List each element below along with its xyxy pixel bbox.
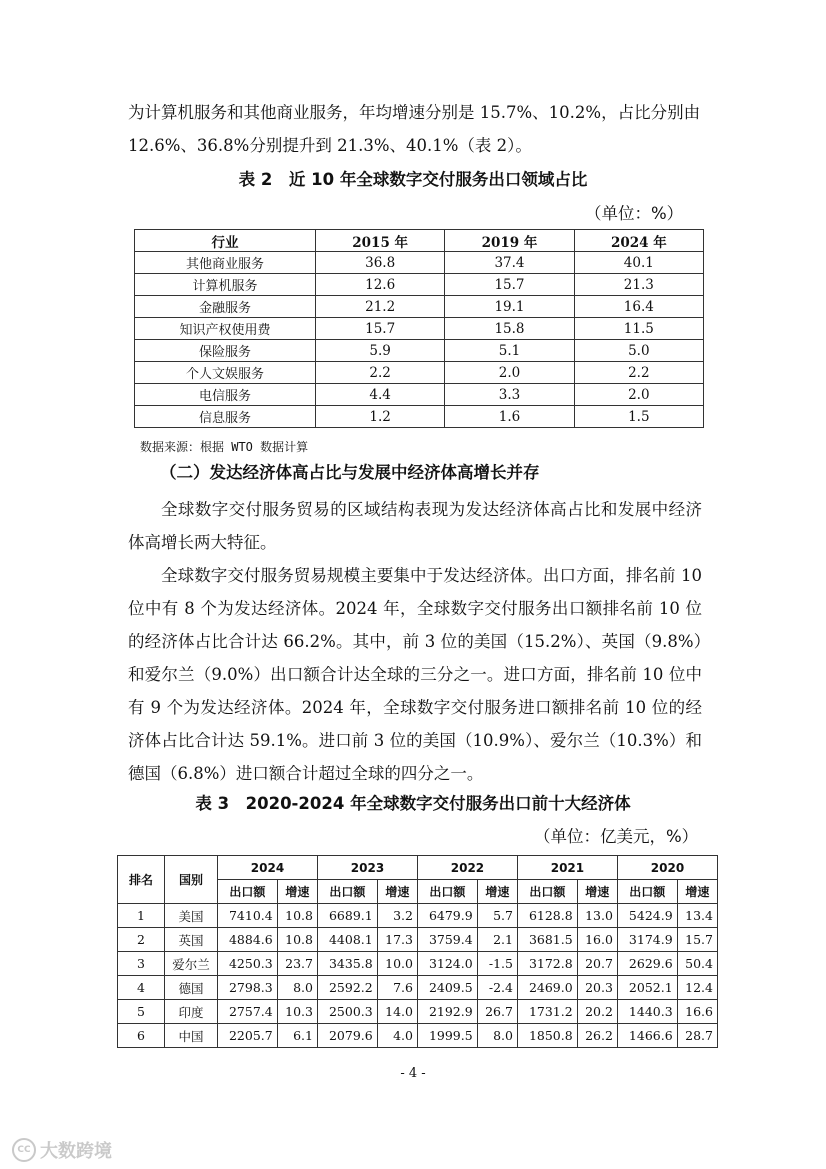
table-row xyxy=(118,1024,718,1048)
table-cell: 21.2 xyxy=(316,296,445,318)
table-cell: 1999.5 xyxy=(417,1024,477,1048)
table-cell: 3681.5 xyxy=(517,928,577,952)
table-cell: 信息服务 xyxy=(135,406,316,428)
table-cell: 4.4 xyxy=(316,384,445,406)
rank-cell: 6 xyxy=(118,1024,165,1048)
country-cell: 爱尔兰 xyxy=(165,952,218,976)
table-cell: 2.1 xyxy=(477,928,517,952)
table-cell: 5.0 xyxy=(574,340,703,362)
section-heading: （二）发达经济体高占比与发展中经济体高增长并存 xyxy=(160,463,540,482)
table3-rank-header: 排名 xyxy=(118,856,165,904)
table3-subheader-growth: 增速 xyxy=(277,880,317,904)
table-cell: 5.1 xyxy=(445,340,574,362)
table-cell: 16.0 xyxy=(577,928,617,952)
table-cell: 2.0 xyxy=(445,362,574,384)
table3-caption: 表 3 2020-2024 年全球数字交付服务出口前十大经济体 xyxy=(195,794,631,813)
table2-source: 数据来源：根据 WTO 数据计算 xyxy=(140,440,309,454)
table-cell: 2052.1 xyxy=(617,976,677,1000)
table-row xyxy=(135,274,704,296)
table3-year-header: 2021 xyxy=(517,856,617,880)
table2-header: 2019 年 xyxy=(445,230,574,252)
page-number: - 4 - xyxy=(400,1066,426,1081)
table-cell: 50.4 xyxy=(677,952,717,976)
table-cell: 3.2 xyxy=(377,904,417,928)
country-cell: 中国 xyxy=(165,1024,218,1048)
table-cell: 3174.9 xyxy=(617,928,677,952)
table-cell: 17.3 xyxy=(377,928,417,952)
table-cell: 3124.0 xyxy=(417,952,477,976)
table-cell: 6689.1 xyxy=(317,904,377,928)
watermark-logo-icon: CC xyxy=(12,1138,36,1162)
table-cell: 23.7 xyxy=(277,952,317,976)
country-cell: 英国 xyxy=(165,928,218,952)
table-cell: 15.7 xyxy=(316,318,445,340)
table-row xyxy=(135,362,704,384)
table-cell: 37.4 xyxy=(445,252,574,274)
table-cell: 10.8 xyxy=(277,904,317,928)
table-cell: 12.4 xyxy=(677,976,717,1000)
table3-subheader-growth: 增速 xyxy=(577,880,617,904)
table-cell: 15.7 xyxy=(445,274,574,296)
table3 xyxy=(117,855,718,1048)
table-cell: 36.8 xyxy=(316,252,445,274)
table3-subheader-growth: 增速 xyxy=(677,880,717,904)
table3-country-header: 国别 xyxy=(165,856,218,904)
table-cell: 20.7 xyxy=(577,952,617,976)
table3-subheader-export: 出口额 xyxy=(617,880,677,904)
table-row xyxy=(135,406,704,428)
table-cell: 4884.6 xyxy=(218,928,278,952)
table-cell: 13.0 xyxy=(577,904,617,928)
table3-unit: （单位：亿美元，%） xyxy=(534,827,699,846)
table3-header-row xyxy=(118,856,718,880)
table-cell: 16.4 xyxy=(574,296,703,318)
table-cell: 2469.0 xyxy=(517,976,577,1000)
table2-caption: 表 2 近 10 年全球数字交付服务出口领域占比 xyxy=(238,170,588,189)
table-cell: 2592.2 xyxy=(317,976,377,1000)
table-row xyxy=(118,1000,718,1024)
intro-paragraph xyxy=(128,96,702,162)
table-cell: 20.2 xyxy=(577,1000,617,1024)
table-cell: 2500.3 xyxy=(317,1000,377,1024)
table-row xyxy=(118,952,718,976)
table-cell: 6128.8 xyxy=(517,904,577,928)
table-cell: 2.0 xyxy=(574,384,703,406)
country-cell: 德国 xyxy=(165,976,218,1000)
table-cell: 20.3 xyxy=(577,976,617,1000)
table-cell: 4250.3 xyxy=(218,952,278,976)
rank-cell: 4 xyxy=(118,976,165,1000)
table3-year-header: 2024 xyxy=(218,856,318,880)
watermark-text: 大数跨境 xyxy=(40,1141,112,1162)
table-cell: 2.2 xyxy=(316,362,445,384)
table-cell: 计算机服务 xyxy=(135,274,316,296)
table-cell: 1466.6 xyxy=(617,1024,677,1048)
rank-cell: 5 xyxy=(118,1000,165,1024)
table3-subheader-growth: 增速 xyxy=(477,880,517,904)
table-cell: 21.3 xyxy=(574,274,703,296)
section-paragraph-1: 全球数字交付服务贸易的区域结构表现为发达经济体高占比和发展中经济体高增长两大特征。 xyxy=(128,500,702,552)
table3-subheader-export: 出口额 xyxy=(417,880,477,904)
table-cell: 电信服务 xyxy=(135,384,316,406)
table-cell: 2205.7 xyxy=(218,1024,278,1048)
table-cell: 知识产权使用费 xyxy=(135,318,316,340)
table-cell: 2798.3 xyxy=(218,976,278,1000)
table-cell: 3759.4 xyxy=(417,928,477,952)
table-cell: 金融服务 xyxy=(135,296,316,318)
table-cell: 10.3 xyxy=(277,1000,317,1024)
table-cell: 4408.1 xyxy=(317,928,377,952)
table-cell: 2409.5 xyxy=(417,976,477,1000)
table-cell: 3172.8 xyxy=(517,952,577,976)
table3-subheader-export: 出口额 xyxy=(218,880,278,904)
intro-line-1: 为计算机服务和其他商业服务，年均增速分别是 15.7%、10.2%，占比分别由 xyxy=(128,103,701,122)
table-cell: 保险服务 xyxy=(135,340,316,362)
table-cell: 1850.8 xyxy=(517,1024,577,1048)
intro-line-2: 12.6%、36.8%分别提升到 21.3%、40.1%（表 2）。 xyxy=(128,136,532,155)
table-cell: 11.5 xyxy=(574,318,703,340)
table2-unit: （单位：%） xyxy=(585,204,684,223)
table-cell: 4.0 xyxy=(377,1024,417,1048)
table-cell: 15.7 xyxy=(677,928,717,952)
table-cell: -1.5 xyxy=(477,952,517,976)
table-cell: -2.4 xyxy=(477,976,517,1000)
table2-header-row xyxy=(135,230,704,252)
table-cell: 1731.2 xyxy=(517,1000,577,1024)
table-cell: 8.0 xyxy=(477,1024,517,1048)
table-cell: 3435.8 xyxy=(317,952,377,976)
table-cell: 19.1 xyxy=(445,296,574,318)
table-cell: 7410.4 xyxy=(218,904,278,928)
table-cell: 其他商业服务 xyxy=(135,252,316,274)
table-cell: 10.8 xyxy=(277,928,317,952)
table-cell: 8.0 xyxy=(277,976,317,1000)
table-row xyxy=(135,340,704,362)
table-cell: 1.6 xyxy=(445,406,574,428)
table-cell: 5424.9 xyxy=(617,904,677,928)
rank-cell: 1 xyxy=(118,904,165,928)
table2-header: 行业 xyxy=(135,230,316,252)
watermark xyxy=(12,1137,112,1163)
table-cell: 5.7 xyxy=(477,904,517,928)
table-cell: 5.9 xyxy=(316,340,445,362)
table-cell: 2629.6 xyxy=(617,952,677,976)
country-cell: 印度 xyxy=(165,1000,218,1024)
table-cell: 10.0 xyxy=(377,952,417,976)
table-cell: 14.0 xyxy=(377,1000,417,1024)
table-cell: 2757.4 xyxy=(218,1000,278,1024)
table-cell: 26.2 xyxy=(577,1024,617,1048)
table3-year-header: 2022 xyxy=(417,856,517,880)
table-row xyxy=(118,904,718,928)
table-cell: 2192.9 xyxy=(417,1000,477,1024)
table-cell: 2079.6 xyxy=(317,1024,377,1048)
table-cell: 1.2 xyxy=(316,406,445,428)
table3-year-header: 2023 xyxy=(317,856,417,880)
table-cell: 13.4 xyxy=(677,904,717,928)
table2-header: 2024 年 xyxy=(574,230,703,252)
table-cell: 28.7 xyxy=(677,1024,717,1048)
table2 xyxy=(134,229,704,428)
table-cell: 7.6 xyxy=(377,976,417,1000)
table-row xyxy=(118,976,718,1000)
table-cell: 2.2 xyxy=(574,362,703,384)
table-row xyxy=(118,928,718,952)
table3-subheader-export: 出口额 xyxy=(317,880,377,904)
table-cell: 12.6 xyxy=(316,274,445,296)
table2-header: 2015 年 xyxy=(316,230,445,252)
table-row xyxy=(135,252,704,274)
table-cell: 个人文娱服务 xyxy=(135,362,316,384)
table-cell: 26.7 xyxy=(477,1000,517,1024)
table-cell: 6479.9 xyxy=(417,904,477,928)
rank-cell: 2 xyxy=(118,928,165,952)
table3-subheader-export: 出口额 xyxy=(517,880,577,904)
table-cell: 40.1 xyxy=(574,252,703,274)
table-cell: 15.8 xyxy=(445,318,574,340)
table-row xyxy=(135,318,704,340)
table-cell: 1440.3 xyxy=(617,1000,677,1024)
table-cell: 3.3 xyxy=(445,384,574,406)
rank-cell: 3 xyxy=(118,952,165,976)
section-paragraph-2: 全球数字交付服务贸易规模主要集中于发达经济体。出口方面，排名前 10 位中有 8 个为发达经济体。2024 年，全球数字交付服务出口额排名前 10 位的经济体占比合计达 66.2%。其中，前 3 位的美国（15.2%）、英国（9.8%）和爱尔兰（9.0%）出口额合计达全球的三分之一。进口方面，排名前 10 位中有 9 个为发达经济体。2024 年，全球数字交付服务进口额排名前 10 位的经济体占比合计达 59.1%。进口前 3 位的美国（10.9%）、爱尔兰（10.3%）和德国（6.8%）进口额合计超过全球的四分之一。 xyxy=(128,566,702,783)
table3-subheader-growth: 增速 xyxy=(377,880,417,904)
table-cell: 16.6 xyxy=(677,1000,717,1024)
table-row xyxy=(135,384,704,406)
table-cell: 1.5 xyxy=(574,406,703,428)
country-cell: 美国 xyxy=(165,904,218,928)
table3-year-header: 2020 xyxy=(617,856,717,880)
table-row xyxy=(135,296,704,318)
table-cell: 6.1 xyxy=(277,1024,317,1048)
